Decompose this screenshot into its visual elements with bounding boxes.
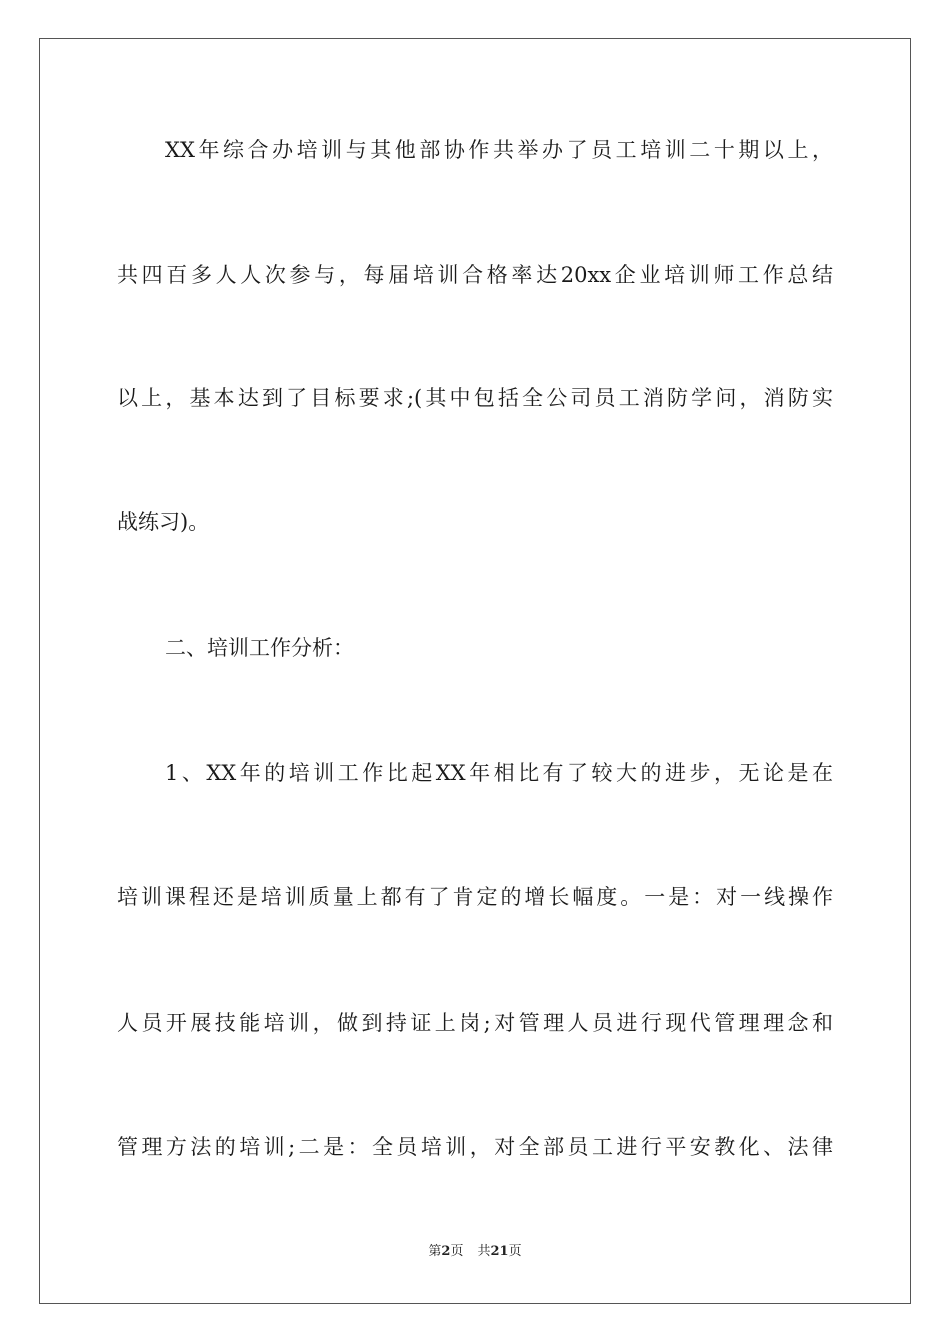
paragraph-line-3: 以上，基本达到了目标要求;(其中包括全公司员工消防学问，消防实 [117,386,833,410]
paragraph-line-6: 培训课程还是培训质量上都有了肯定的增长幅度。一是：对一线操作 [117,885,833,909]
footer-total-prefix: 共 [477,1244,491,1259]
section-heading: 二、培训工作分析： [165,636,354,660]
paragraph-line-5: 1、XX年的培训工作比起XX年相比有了较大的进步，无论是在 [165,761,833,785]
footer-page-number: 2 [441,1244,451,1259]
paragraph-line-8: 管理方法的培训;二是：全员培训，对全部员工进行平安教化、法律 [117,1135,833,1159]
page-footer [0,1243,950,1261]
paragraph-line-1: XX年综合办培训与其他部协作共举办了员工培训二十期以上， [165,138,833,162]
paragraph-line-7: 人员开展技能培训，做到持证上岗;对管理人员进行现代管理理念和 [117,1011,833,1035]
paragraph-line-2: 共四百多人人次参与，每届培训合格率达20xx企业培训师工作总结 [117,263,833,287]
footer-total-pages: 21 [490,1244,509,1259]
footer-page-suffix: 页 [450,1244,464,1259]
footer-total-suffix: 页 [508,1244,522,1259]
footer-page-prefix: 第 [428,1244,442,1259]
page-frame [39,38,911,1304]
paragraph-line-4: 战练习)。 [117,510,210,534]
